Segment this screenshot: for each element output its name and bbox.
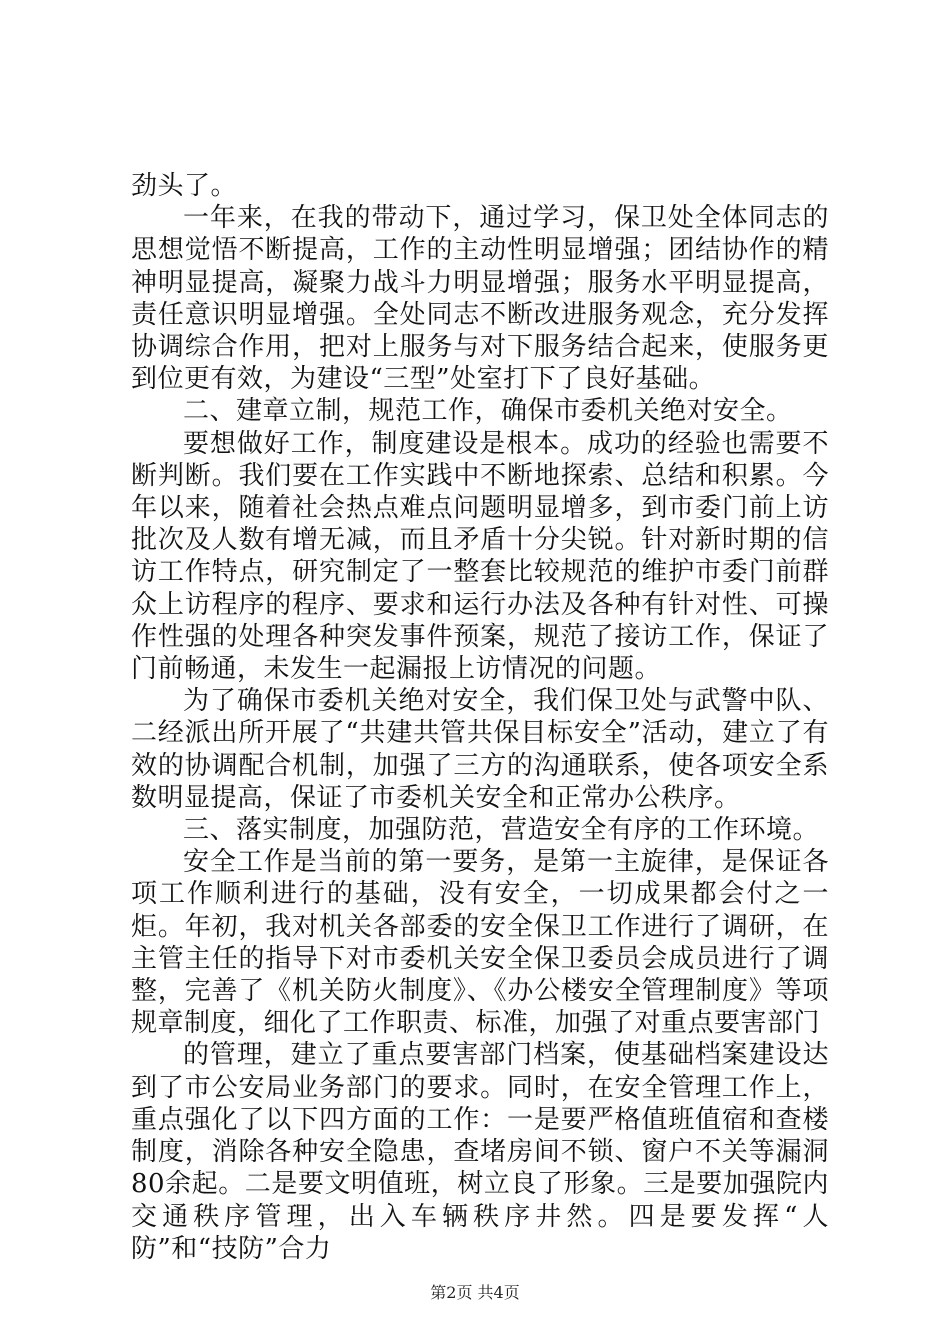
section-heading-2: 二、建章立制，规范工作，确保市委机关绝对安全。 [183, 396, 793, 427]
paragraph-joint-security: 为了确保市委机关绝对安全，我们保卫处与武警中队、二经派出所开展了“共建共管共保目标安全”活动，建立了有效的协调配合机制，加强了三方的沟通联系，使各项安全系数明显提高，保证了市委机关安全和正常办公秩序。 [131, 686, 829, 813]
paragraph-continuation: 劲头了。 [131, 171, 238, 201]
paragraph-year-summary: 一年来，在我的带动下，通过学习，保卫处全体同志的思想觉悟不断提高，工作的主动性明显增强；团结协作的精神明显提高，凝聚力战斗力明显增强；服务水平明显提高，责任意识明显增强。全处同志不断改进服务观念，充分发挥协调综合作用，把对上服务与对下服务结合起来，使服务更到位更有效，为建设“三型”处室打下了良好基础。 [131, 203, 829, 395]
page-number-footer: 第2页 共4页 [430, 1283, 520, 1302]
section-heading-3: 三、落实制度，加强防范，营造安全有序的工作环境。 [183, 815, 820, 846]
paragraph-system-building: 要想做好工作，制度建设是根本。成功的经验也需要不断判断。我们要在工作实践中不断地探索、总结和积累。今年以来，随着社会热点难点问题明显增多，到市委门前上访批次及人数有增无减，而且矛盾十分尖锐。针对新时期的信访工作特点，研究制定了一整套比较规范的维护市委门前群众上访程序的程序、要求和运行办法及各种有针对性、可操作性强的处理各种突发事件预案，规范了接访工作，保证了门前畅通，未发生一起漏报上访情况的问题。 [131, 428, 829, 685]
document-body [131, 170, 829, 1265]
paragraph-safety-work: 安全工作是当前的第一要务，是第一主旋律，是保证各项工作顺利进行的基础，没有安全，一切成果都会付之一炬。年初，我对机关各部委的安全保卫工作进行了调研，在主管主任的指导下对市委机关安全保卫委员会成员进行了调整，完善了《机关防火制度》、《办公楼安全管理制度》等项规章制度，细化了工作职责、标准，加强了对重点要害部门 [131, 847, 829, 1039]
paragraph-management: 的管理，建立了重点要害部门档案，使基础档案建设达到了市公安局业务部门的要求。同时，在安全管理工作上，重点强化了以下四方面的工作：一是要严格值班值宿和查楼制度，消除各种安全隐患，查堵房间不锁、窗户不关等漏洞80余起。二是要文明值班，树立良了形象。三是要加强院内交通秩序管理，出入车辆秩序井然。四是要发挥“人防”和“技防”合力 [131, 1040, 829, 1264]
